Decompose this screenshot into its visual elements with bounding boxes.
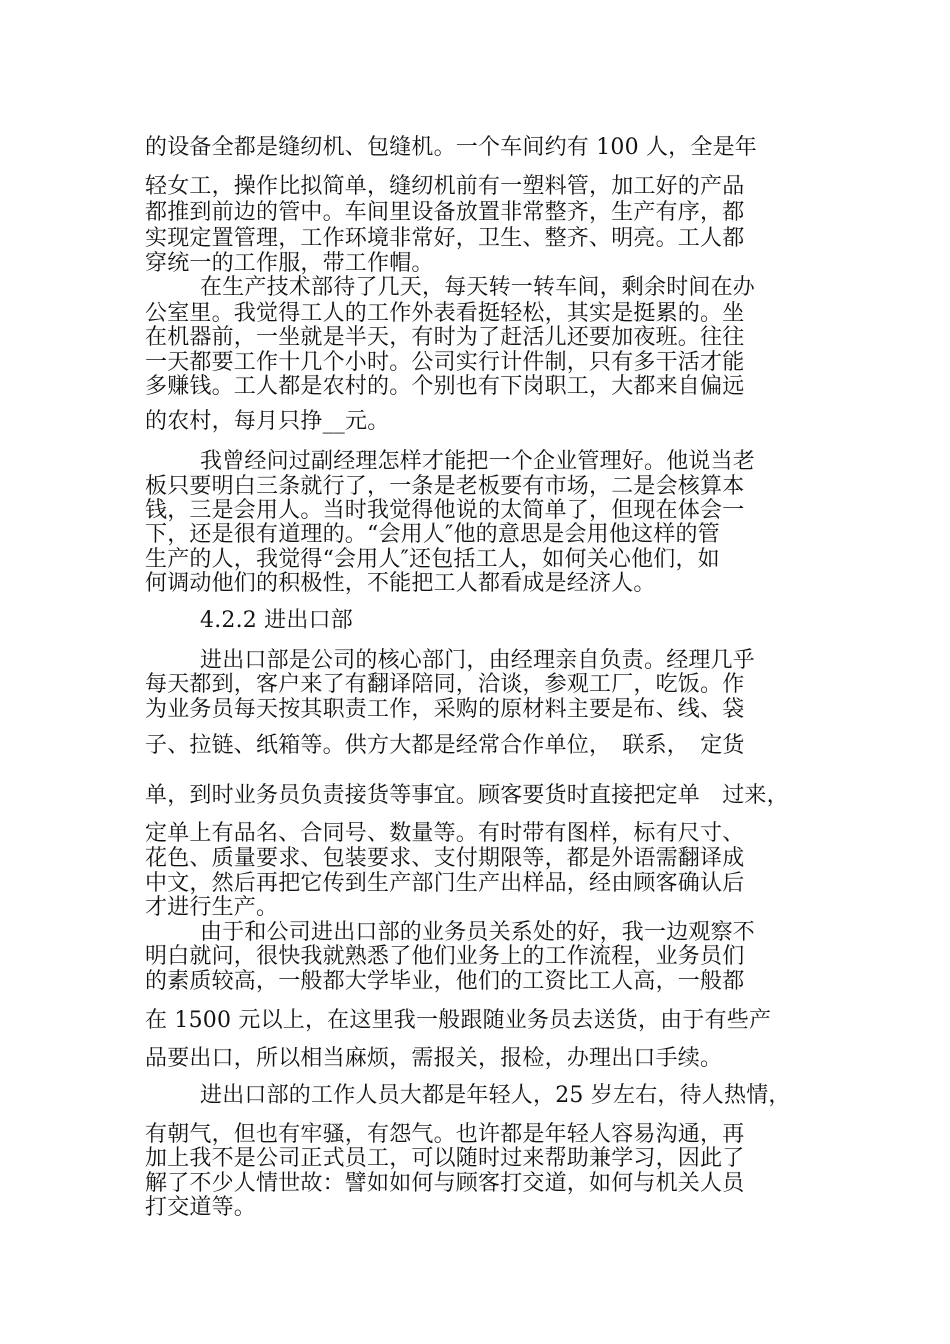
paragraph-first-line: 进出口部是公司的核心部门，由经理亲自负责。经理几乎 [200, 648, 756, 673]
text-line: 多赚钱。工人都是农村的。个别也有下岗职工，大都来自偏远 [145, 374, 745, 399]
text-line: 每天都到，客户来了有翻译陪同，洽谈，参观工厂，吃饭。作 [145, 672, 745, 697]
text-line: 何调动他们的积极性，不能把工人都看成是经济人。 [145, 571, 656, 596]
text-line: 下，还是很有道理的。“会用人″他的意思是会用他这样的管 [145, 522, 720, 547]
paragraph-first-line: 由于和公司进出口部的业务员关系处的好，我一边观察不 [200, 920, 756, 945]
text-line: 在 1500 元以上，在这里我一般跟随业务员去送货，由于有些产 [145, 1008, 772, 1033]
text-line: 有朝气，但也有牢骚，有怨气。也许都是年轻人容易沟通，再 [145, 1122, 745, 1147]
text-line: 才进行生产。 [145, 895, 279, 920]
text-line: 公室里。我觉得工人的工作外表看挺轻松，其实是挺累的。坐 [145, 301, 745, 326]
text-line: 加上我不是公司正式员工，可以随时过来帮助兼学习，因此了 [145, 1146, 745, 1171]
paragraph-first-line: 在生产技术部待了几天，每天转一转车间，剩余时间在办 [200, 275, 756, 300]
text-line: 的设备全都是缝纫机、包缝机。一个车间约有 100 人，全是年 [145, 135, 757, 160]
text-line: 定单上有品名、合同号、数量等。有时带有图样，标有尺寸、 [145, 821, 745, 846]
section-heading: 4.2.2 进出口部 [200, 608, 353, 633]
text-line: 明白就问，很快我就熟悉了他们业务上的工作流程，业务员们 [145, 944, 745, 969]
text-line: 轻女工，操作比拟简单，缝纫机前有一塑料管，加工好的产品 [145, 174, 745, 199]
text-line: 品要出口，所以相当麻烦，需报关，报检，办理出口手续。 [145, 1046, 723, 1071]
text-line: 生产的人，我觉得“会用人″还包括工人，如何关心他们，如 [145, 547, 720, 572]
text-line: 花色、质量要求、包装要求、支付期限等，都是外语需翻译成 [145, 846, 745, 871]
text-line: 单，到时业务员负责接货等事宜。顾客要货时直接把定单 过来， [145, 783, 789, 808]
text-line: 穿统一的工作服，带工作帽。 [145, 251, 434, 276]
text-line: 打交道等。 [145, 1195, 257, 1220]
text-line: 钱，三是会用人。当时我觉得他说的太简单了，但现在体会一 [145, 498, 745, 523]
paragraph-first-line: 我曾经问过副经理怎样才能把一个企业管理好。他说当老 [200, 449, 756, 474]
text-line: 板只要明白三条就行了，一条是老板要有市场，二是会核算本 [145, 474, 745, 499]
text-line: 中文，然后再把它传到生产部门生产出样品，经由顾客确认后 [145, 871, 745, 896]
paragraph-first-line: 进出口部的工作人员大都是年轻人，25 岁左右，待人热情， [200, 1083, 791, 1108]
text-line: 实现定置管理，工作环境非常好，卫生、整齐、明亮。工人都 [145, 226, 745, 251]
text-line: 一天都要工作十几个小时。公司实行计件制，只有多干活才能 [145, 350, 745, 375]
text-line: 的素质较高，一般都大学毕业，他们的工资比工人高，一般都 [145, 969, 745, 994]
text-line: 的农村，每月只挣__元。 [145, 409, 390, 434]
text-line: 解了不少人情世故：譬如如何与顾客打交道，如何与机关人员 [145, 1171, 745, 1196]
text-line: 都推到前边的管中。车间里设备放置非常整齐，生产有序，都 [145, 200, 745, 225]
text-line: 为业务员每天按其职责工作，采购的原材料主要是布、线、袋 [145, 697, 745, 722]
text-line: 在机器前，一坐就是半天，有时为了赶活儿还要加夜班。往往 [145, 325, 745, 350]
text-line: 子、拉链、纸箱等。供方大都是经常合作单位， 联系， 定货 [145, 733, 745, 758]
